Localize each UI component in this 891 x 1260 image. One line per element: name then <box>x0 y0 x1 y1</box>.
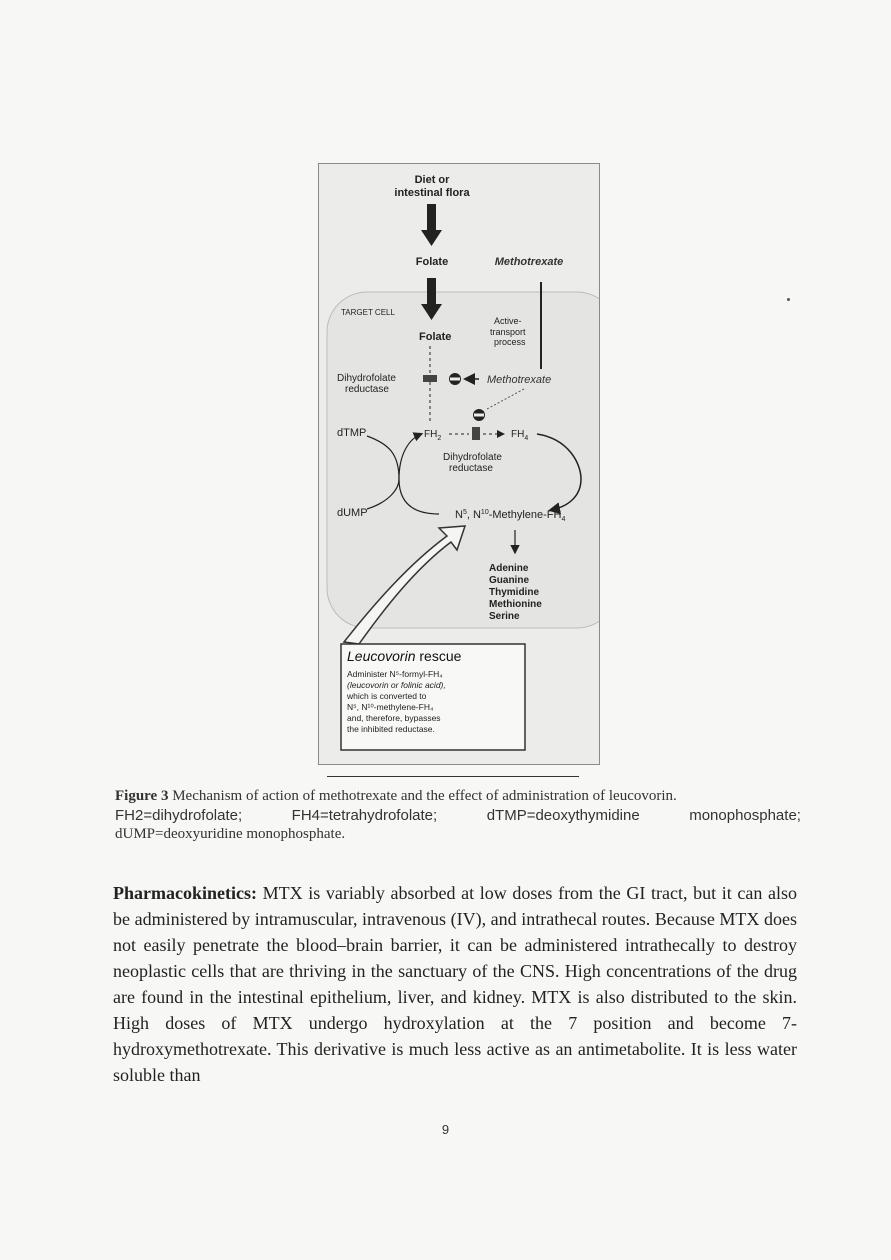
rescue-line: and, therefore, bypasses <box>347 713 441 723</box>
flora-label: intestinal flora <box>394 187 470 199</box>
active-label: Active- <box>494 316 522 326</box>
dhfr1-label-a: Dihydrofolate <box>337 373 396 384</box>
caption-label: Figure 3 <box>115 788 169 804</box>
transport-label: transport <box>490 327 526 337</box>
folate-top-label: Folate <box>415 256 449 268</box>
dhfr2-label-a: Dihydrofolate <box>443 452 502 463</box>
inhibit-icon <box>449 373 461 385</box>
fh4-label: $FH_4$ <box>511 429 529 442</box>
arrow-down-icon <box>421 204 442 246</box>
caption-text: Mechanism of action of methotrexate and the effect of administration of leucovorin. <box>168 788 677 804</box>
figure-caption <box>115 787 801 844</box>
enzyme-block-icon <box>472 427 480 440</box>
product-item: Methionine <box>489 599 542 610</box>
rescue-line: which is converted to <box>347 691 427 701</box>
methylene-label: $N^5$, $N^{10}-Methylene-FH_4$ <box>455 509 566 523</box>
target-cell-label: TARGET CELL <box>341 308 395 317</box>
enzyme-block-icon <box>423 375 437 382</box>
diet-label: Diet or <box>414 174 450 186</box>
rescue-line: the inhibited reductase. <box>347 724 435 734</box>
rescue-text <box>346 669 446 734</box>
mechanism-figure <box>318 163 600 765</box>
caption-abbr: dTMP=deoxythymidine <box>486 807 640 824</box>
paragraph-text: MTX is variably absorbed at low doses from the GI tract, but it can also be administered by intramuscular, intravenous (IV), and intrathecal routes. Because MTX does not easily penetrate the blood–brain barrier, it can be administered intrathecally to destroy neoplastic cells that are thriving in the sanctuary of the CNS. High concentrations of the drug are found in the intestinal epithelium, liver, and kidney. MTX is also distributed to the skin. High doses of MTX undergo hydroxylation at the 7 position and become 7-hydroxymethotrexate. This derivative is much less active as an antimetabolite. It is less water soluble than <box>113 883 797 1085</box>
inhibit-icon <box>473 409 485 421</box>
speck <box>787 298 790 301</box>
dump-label: dUMP <box>337 507 368 519</box>
caption-abbr: FH2=dihydrofolate; <box>115 807 243 824</box>
rescue-line: (leucovorin or folinic acid), <box>347 680 446 690</box>
caption-abbr: FH4=tetrahydrofolate; <box>291 807 438 824</box>
fh2-label: $FH_2$ <box>424 429 442 442</box>
dhfr2-label-b: reductase <box>449 463 493 474</box>
product-item: Guanine <box>489 575 530 586</box>
pharmacokinetics-paragraph <box>113 880 797 1088</box>
dhfr1-label-b: reductase <box>345 384 389 395</box>
product-item: Serine <box>489 611 520 622</box>
caption-abbreviations <box>115 806 801 825</box>
caption-abbr: monophosphate; <box>689 807 801 824</box>
pathway-diagram <box>319 164 599 764</box>
process-label: process <box>494 337 526 347</box>
page-number: 9 <box>441 1122 450 1137</box>
figure-divider <box>327 776 579 777</box>
caption-line <box>115 787 801 806</box>
folate-inner-label: Folate <box>419 331 452 343</box>
caption-line: dUMP=deoxyuridine monophosphate. <box>115 826 346 842</box>
methotrexate-top-label: Methotrexate <box>494 256 564 268</box>
rescue-title: Leucovorin rescue <box>347 648 462 664</box>
product-item: Adenine <box>489 563 529 574</box>
section-heading: Pharmacokinetics: <box>113 883 257 903</box>
rescue-line: N⁵, N¹⁰-methylene-FH₄ <box>347 702 434 712</box>
dtmp-label: dTMP <box>337 427 367 439</box>
product-item: Thymidine <box>489 587 540 598</box>
rescue-line: Administer N⁵-formyl-FH₄ <box>347 669 443 679</box>
methotrexate-inner-label: Methotrexate <box>487 374 552 386</box>
